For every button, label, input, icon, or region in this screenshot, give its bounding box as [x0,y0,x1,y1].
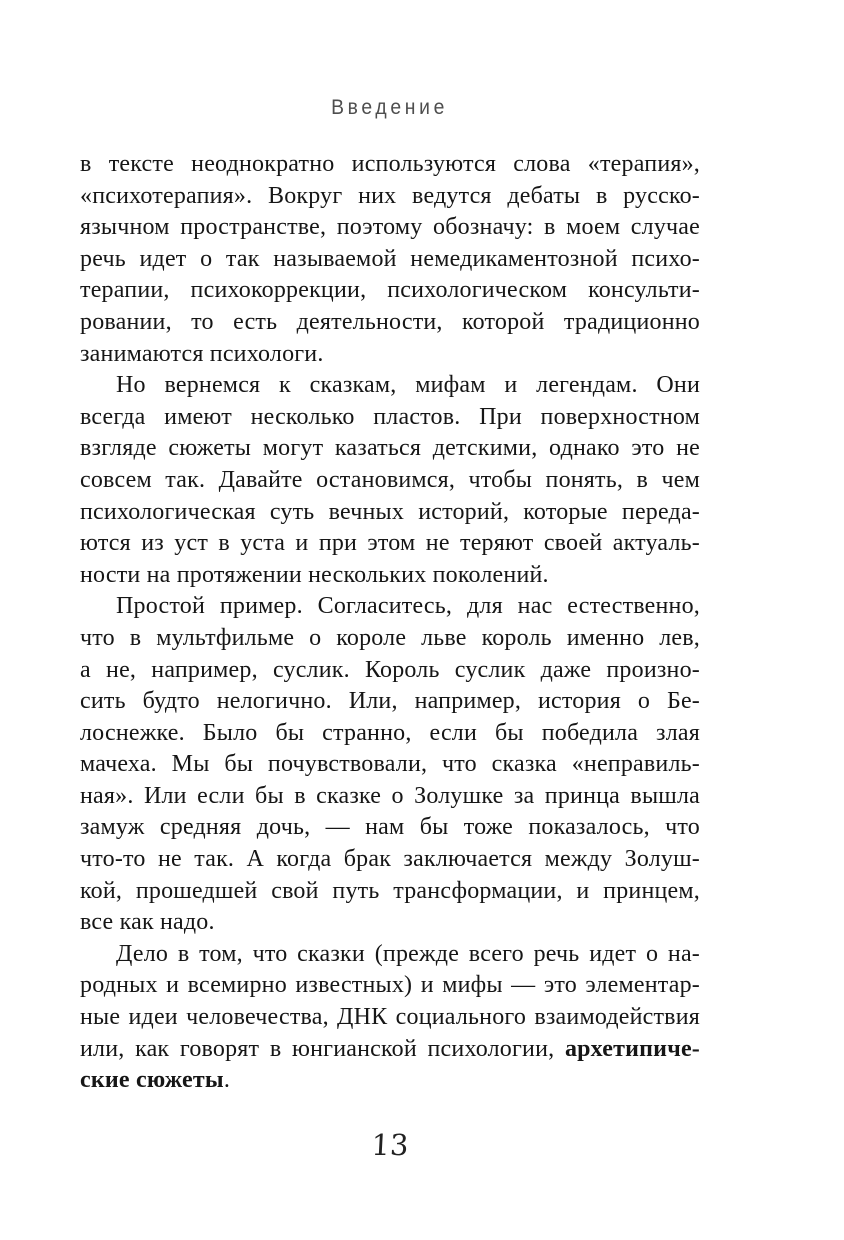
page-number: 13 [370,1128,410,1162]
body-line [80,907,700,939]
body-line [80,718,700,750]
body-line [80,1065,700,1097]
body-line [80,528,700,560]
bold-text: ские сюжеты [80,1067,224,1094]
text-segment: Дело в том, что сказки (прежде всего речь идет о на- [116,940,700,967]
body-line [80,686,700,718]
body-line [80,844,700,876]
text-segment: родных и всемирно известных) и мифы — это элементар- [80,972,700,999]
body-line [80,465,700,497]
text-segment: психологическая суть вечных историй, которые переда- [80,498,700,525]
body-line [80,181,700,213]
text-segment: в тексте неоднократно используются слова «терапия», [80,151,700,177]
text-segment: Простой пример. Согласитесь, для нас естественно, [116,593,700,620]
body-line [80,591,700,623]
body-line [80,244,700,276]
text-segment: или, как говорят в юнгианской психологии, [80,1035,565,1062]
text-segment: занимаются психологи. [80,340,324,367]
text-segment: все как надо. [80,909,215,936]
body-line [80,970,700,1002]
body-line [80,749,700,781]
text-segment: взгляде сюжеты могут казаться детскими, однако это не [80,435,700,462]
text-segment: ровании, то есть деятельности, которой традиционно [80,308,700,335]
text-segment: ются из уст в уста и при этом не теряют своей актуаль- [80,530,700,557]
body-line [80,1034,700,1066]
text-segment: терапии, психокоррекции, психологическом консульти- [80,277,700,304]
text-segment: лоснежке. Было бы странно, если бы победила злая [80,719,700,746]
body-line [80,655,700,687]
text-segment: «психотерапия». Вокруг них ведутся дебаты в русско- [80,182,700,209]
body-line [80,149,700,181]
body-line [80,339,700,371]
text-segment: кой, прошедшей свой путь трансформации, и принцем, [80,877,700,904]
body-line [80,812,700,844]
text-segment: ности на протяжении нескольких поколений. [80,561,549,588]
body-line [80,876,700,908]
body-line [80,939,700,971]
text-segment: ные идеи человечества, ДНК социального взаимодействия [80,1004,700,1031]
chapter-header [80,96,700,120]
body-line [80,497,700,529]
body-line [80,433,700,465]
text-segment: замуж средняя дочь, — нам бы тоже показалось, что [80,814,700,841]
bold-text: архетипиче- [564,1035,700,1062]
text-segment: а не, например, суслик. Король суслик даже произно- [80,656,700,683]
text-segment: всегда имеют несколько пластов. При поверхностном [80,403,700,430]
body-line [80,370,700,402]
text-segment: совсем так. Давайте остановимся, чтобы понять, в чем [80,466,700,493]
body-line [80,560,700,592]
body-line [80,402,700,434]
text-segment: ная». Или если бы в сказке о Золушке за принца вышла [80,782,700,809]
body-line [80,275,700,307]
body-line [80,1002,700,1034]
text-segment: язычном пространстве, поэтому обозначу: в моем случае [80,214,700,241]
body-line [80,307,700,339]
text-block [80,149,700,1097]
text-segment: Но вернемся к сказкам, мифам и легендам. Они [116,372,700,399]
body-paragraph [80,149,700,370]
chapter-header-label: Введение [331,96,449,119]
text-segment: . [223,1067,231,1094]
body-paragraph [80,370,700,591]
text-segment: речь идет о так называемой немедикаментозной психо- [80,245,700,272]
text-segment: сить будто нелогично. Или, например, история о Бе- [80,688,700,715]
body-line [80,623,700,655]
body-line [80,781,700,813]
text-segment: мачеха. Мы бы почувствовали, что сказка «неправиль- [80,751,700,778]
text-segment: что в мультфильме о короле льве король именно лев, [80,624,700,651]
body-line [80,212,700,244]
body-paragraph [80,939,700,1097]
body-paragraph [80,591,700,939]
text-segment: что-то не так. А когда брак заключается между Золуш- [80,846,700,873]
